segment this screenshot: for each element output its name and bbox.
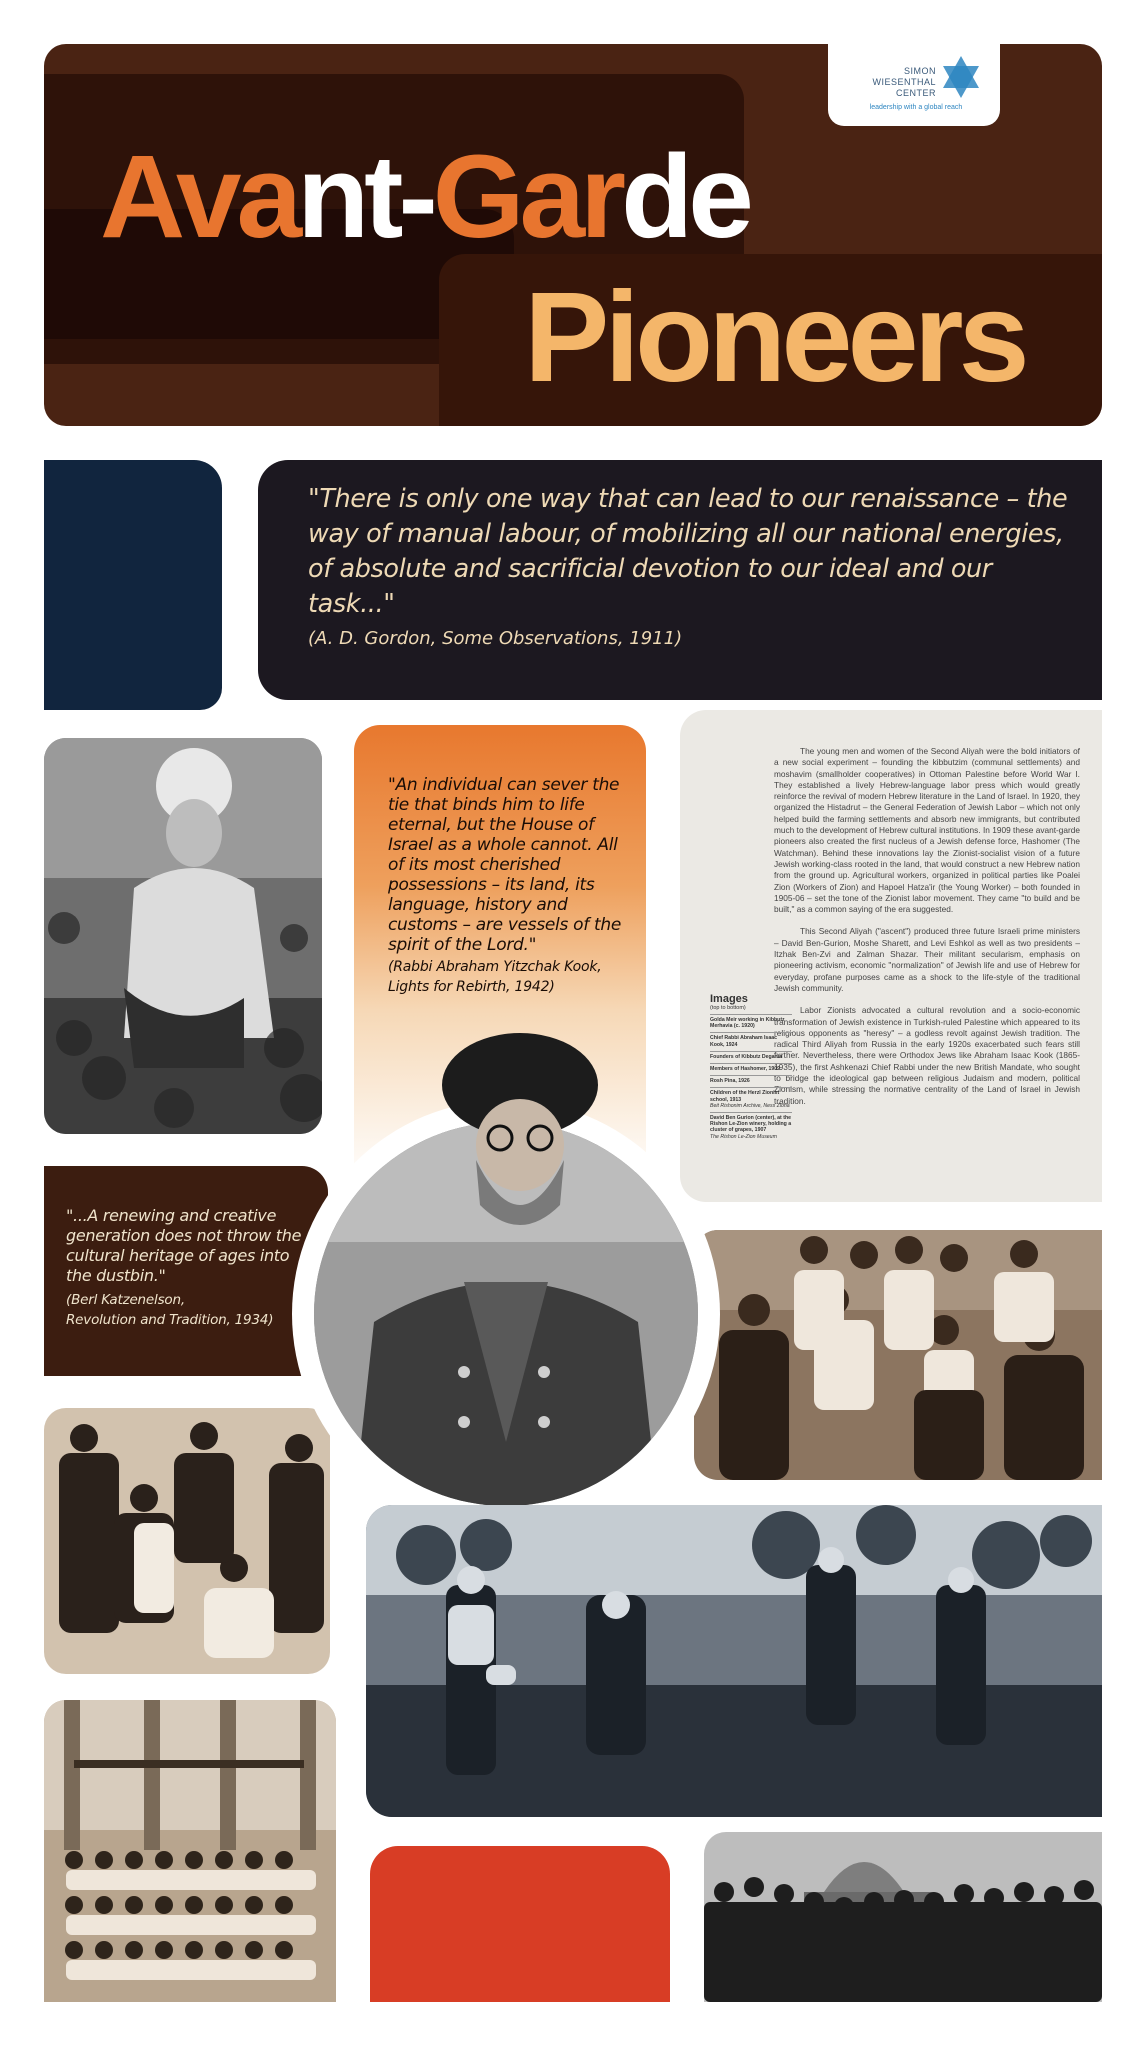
photo-herzl-school-children [44,1700,336,2002]
image-captions-subtitle: (top to bottom) [710,1005,746,1011]
logo-line: CENTER [895,88,936,98]
photo-founders-degania [44,1408,330,1674]
title-fragment: Gar [432,131,622,263]
image-captions [710,993,792,1143]
image-caption-label: Members of Hashomer, 1909 [710,1066,781,1073]
body-text [774,746,1080,1118]
photo-rabbi-kook-head [440,1030,600,1230]
title-word-avant-gar [100,131,621,263]
image-caption-credit: The Rishon Le-Zion Museum [710,1133,777,1140]
photo-hashomer-members [694,1230,1102,1480]
quote-kook-citation: (Rabbi Abraham Yitzchak Kook, Lights for Rebirth, 1942) [388,959,602,995]
logo [828,44,1000,126]
logo-text [846,66,936,99]
title-fragment: nt- [297,131,433,263]
title-line-1 [100,131,749,263]
quote-gordon-text: "There is only one way that can lead to our renaissance – the way of manual labour, of mobilizing all our national energies, of absolute and sacrificial devotion to our ideal and our task..." [308,484,1068,619]
navy-accent-block [44,460,222,710]
body-paragraph: Labor Zionists advocated a cultural revolution and a socio-economic transformation of Jewish existence in Turkish-ruled Palestine which appeared to its religious opponents as "heresy" – a godless revolt against Jewish tradition. The radical Third Aliyah from Russia in the early 1920s exacerbated such fears still further. Nevertheless, there were Orthodox Jews like Abraham Isaac Kook (1865-1935), the first Ashkenazi Chief Rabbi under the new British Mandate, who sought to bridge the ideological gap between religious Judaism and modern, political Zionism, while stressing the normative centrality of the Land of Israel in Jewish tradition. [774,1005,1080,1106]
image-caption-item [710,1014,792,1032]
citation-line: Revolution and Tradition, 1934) [66,1312,274,1328]
image-caption-label: Golda Meir working in Kibbutz Merhavia (c. 1920) [710,1017,785,1030]
quote-katzenelson-box [44,1166,328,1376]
quote-gordon-box [258,460,1102,700]
logo-tagline: leadership with a global reach [869,104,963,111]
image-caption-item [710,1087,792,1112]
image-captions-title: Images [710,993,748,1005]
photo-ben-gurion-winery [704,1832,1102,2002]
logo-line: WIESENTHAL [872,77,936,87]
image-caption-label: Children of the Herzl Zionist school, 1913 [710,1090,780,1103]
star-of-david-icon [940,54,982,100]
image-caption-item [710,1032,792,1050]
image-caption-credit: Beit Rishonim Archive, Ness Ziona [710,1102,790,1109]
quote-katzenelson-text: "...A renewing and creative generation does not throw the cultural heritage of ages into the dustbin." [66,1206,302,1285]
quote-gordon-citation: (A. D. Gordon, Some Observations, 1911) [308,628,683,649]
logo-line: SIMON [903,66,936,76]
image-caption-item [710,1051,792,1063]
image-caption-item [710,1075,792,1087]
photo-golda-meir [44,738,322,1134]
title-word-de: de [621,131,749,263]
image-caption-label: Founders of Kibbutz Degania [710,1053,783,1060]
image-caption-label: Chief Rabbi Abraham Isaac Kook, 1924 [710,1035,777,1048]
history-text-panel [680,710,1102,1202]
quote-katzenelson-citation [66,1290,316,1330]
image-caption-label: David Ben Gurion (center), at the Rishon Le-Zion winery, holding a cluster of grapes, 1907 [710,1115,792,1134]
quote-kook-text: "An individual can sever the tie that binds him to life eternal, but the House of Israel as a whole cannot. All of its most cherished possessions – its land, its language, history and customs – are vessels of the spirit of the Lord." [388,775,622,955]
image-caption-item [710,1112,792,1143]
citation-line: (Berl Katzenelson, [66,1292,185,1308]
photo-rosh-pina-field [366,1505,1102,1817]
image-caption-label: Rosh Pina, 1926 [710,1078,750,1085]
image-caption-item [710,1063,792,1075]
title-line-2: Pioneers [524,266,1025,409]
red-accent-block [370,1846,670,2002]
title-fragment: Ava [100,131,298,263]
body-paragraph: This Second Aliyah ("ascent") produced three future Israeli prime ministers – David Ben-Gurion, Moshe Sharett, and Levi Eshkol as well as two presidents – Itzhak Ben-Zvi and Zalman Shazar. Their militant secularism, emphasis on pioneering activism, economic "normalization" of Jewish life and use of Hebrew for everyday, profane purposes came as a shock to the life-style of the traditional Jewish community. [774,926,1080,993]
body-paragraph: The young men and women of the Second Aliyah were the bold initiators of a new social experiment – founding the kibbutzim (communal settlements) and moshavim (smallholder cooperatives) in Ottoman Palestine before World War I. They established a lively Hebrew-language labor press which would greatly reinforce the revival of modern Hebrew literature in the Land of Israel. In 1920, they organized the Histadrut – the General Federation of Jewish Labor – which not only helped build the farming settlements and absorb new immigrants, but contributed much to the development of Hebrew cultural institutions. In 1909 these avant-garde pioneers also created the first nucleus of a Jewish defense force, Hashomer (The Watchman). Behind these innovations lay the Zionist-socialist vision of a future Jewish working-class rooted in the land, that would construct a new Hebrew nation from the ground up. Agricultural workers, organized in political parties like Poalei Zion (Workers of Zion) and Hapoel Hatza'ir (the Young Worker) – both founded in 1905-06 – set the tone of the Zionist labor movement. They came "to build and be built," as a common saying of the era suggested. [774,746,1080,915]
